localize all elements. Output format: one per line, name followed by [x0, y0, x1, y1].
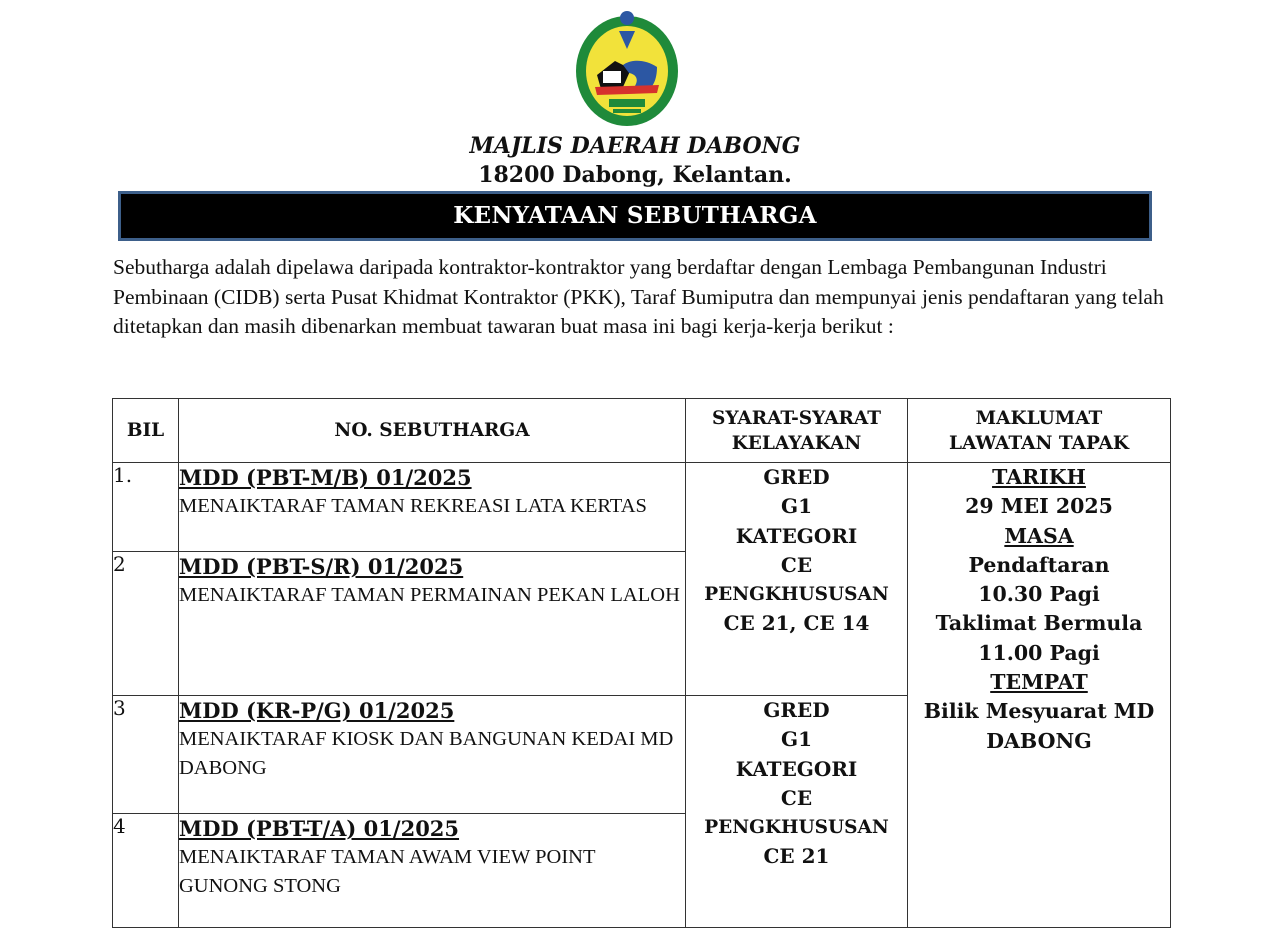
requirements-group-b — [686, 696, 908, 928]
visit-tarikh: 29 MEI 2025 — [965, 494, 1113, 519]
header-syarat — [686, 399, 908, 463]
row-desc: MENAIKTARAF TAMAN AWAM VIEW POINT GUNONG STONG — [179, 846, 596, 897]
req-a-line1: GRED — [763, 465, 830, 489]
visit-line2: 10.30 Pagi — [978, 582, 1100, 607]
site-visit-info — [908, 463, 1171, 928]
req-a-line4: CE — [780, 552, 813, 577]
table-row — [113, 463, 1171, 552]
council-crest-logo — [573, 9, 681, 127]
req-a-line3: KATEGORI — [735, 523, 858, 548]
req-b-line1: GRED — [763, 698, 830, 722]
row-bil: 2 — [113, 552, 179, 696]
header-syarat-line2: KELAYAKAN — [731, 432, 862, 454]
row-bil: 4 — [113, 814, 179, 928]
row-item — [179, 463, 686, 552]
header-maklumat-line2: LAWATAN TAPAK — [949, 432, 1129, 454]
req-b-line3: KATEGORI — [735, 756, 858, 781]
visit-tempat-label: TEMPAT — [990, 670, 1088, 695]
req-b-line6: CE 21 — [763, 844, 830, 869]
header-maklumat-line1: MAKLUMAT — [975, 407, 1103, 429]
row-code: MDD (KR-P/G) 01/2025 — [179, 698, 455, 723]
req-a-line5: PENGKHUSUSAN — [704, 584, 889, 606]
req-b-line4: CE — [780, 785, 813, 810]
visit-masa-label: MASA — [1004, 523, 1074, 548]
header-bil: BIL — [113, 399, 179, 463]
visit-line1: Pendaftaran — [968, 552, 1110, 577]
row-bil: 1. — [113, 463, 179, 552]
council-name: MAJLIS DAERAH DABONG — [469, 133, 801, 159]
req-b-line5: PENGKHUSUSAN — [704, 817, 889, 839]
row-code: MDD (PBT-M/B) 01/2025 — [179, 465, 472, 490]
council-address: 18200 Dabong, Kelantan. — [478, 162, 792, 188]
row-desc: MENAIKTARAF TAMAN PERMAINAN PEKAN LALOH — [179, 584, 680, 606]
header-syarat-line1: SYARAT-SYARAT — [711, 407, 882, 429]
visit-line3: Taklimat Bermula — [935, 611, 1143, 636]
row-item — [179, 552, 686, 696]
row-code: MDD (PBT-S/R) 01/2025 — [179, 554, 464, 579]
notice-title-banner: KENYATAAN SEBUTHARGA — [118, 191, 1152, 241]
row-desc: MENAIKTARAF TAMAN REKREASI LATA KERTAS — [179, 495, 647, 517]
req-a-line6: CE 21, CE 14 — [723, 611, 870, 636]
row-bil: 3 — [113, 696, 179, 814]
visit-line4: 11.00 Pagi — [978, 640, 1100, 665]
req-b-line2: G1 — [781, 727, 812, 752]
row-desc: MENAIKTARAF KIOSK DAN BANGUNAN KEDAI MD DABONG — [179, 728, 674, 779]
row-item — [179, 696, 686, 814]
header-maklumat — [908, 399, 1171, 463]
header-no-sebutharga: NO. SEBUTHARGA — [179, 399, 686, 463]
visit-line6: DABONG — [986, 728, 1092, 753]
row-item — [179, 814, 686, 928]
visit-line5: Bilik Mesyuarat MD — [923, 699, 1155, 724]
quotation-table — [112, 398, 1171, 928]
intro-paragraph: Sebutharga adalah dipelawa daripada kontraktor-kontraktor yang berdaftar dengan Lembaga Pembangunan Industri Pembinaan (CIDB) serta Pusat Khidmat Kontraktor (PKK), Taraf Bumiputra dan mempunyai jenis pendaftaran yang telah ditetapkan dan masih dibenarkan membuat tawaran buat masa ini bagi kerja-kerja berikut : — [113, 255, 1164, 338]
table-header-row — [113, 399, 1171, 463]
visit-tarikh-label: TARIKH — [992, 465, 1086, 489]
requirements-group-a — [686, 463, 908, 696]
row-code: MDD (PBT-T/A) 01/2025 — [179, 816, 460, 841]
req-a-line2: G1 — [781, 494, 812, 519]
